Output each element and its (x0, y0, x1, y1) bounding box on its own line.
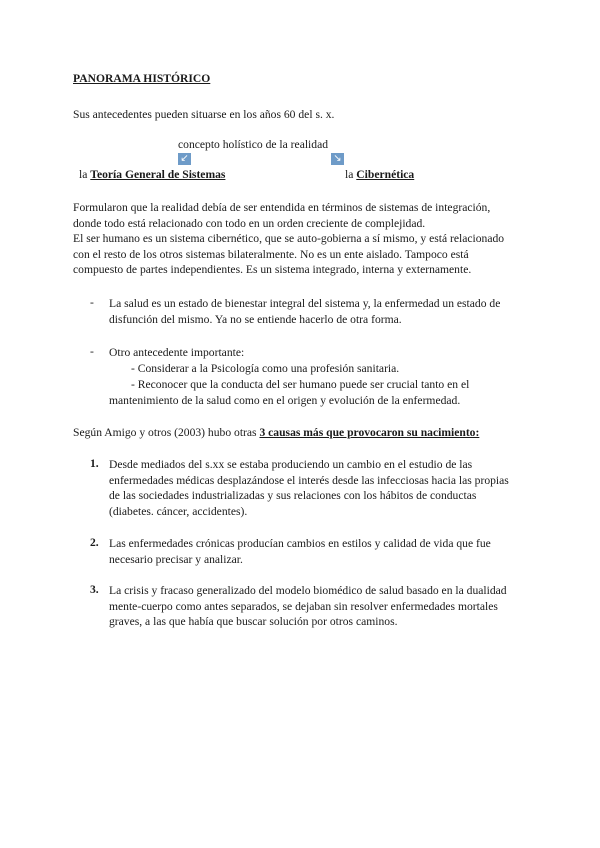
cause-number: 3. (90, 583, 99, 596)
bullet-marker: - (90, 345, 94, 358)
sub-item-behavior: - Reconocer que la conducta del ser humano puede ser crucial tanto en el (131, 378, 470, 391)
sub-item-psychology: - Considerar a la Psicología como una profesión sanitaria. (131, 362, 400, 375)
arrow-down-left-icon: ↙ (178, 153, 191, 165)
bullet-line: La salud es un estado de bienestar integral del sistema y, la enfermedad un estado de (109, 297, 501, 310)
cause-line: (diabetes. cáncer, accidentes). (109, 504, 248, 518)
bullet-line: disfunción del mismo. Ya no se entiende hacerlo de otra forma. (109, 312, 402, 326)
intro-text: Sus antecedentes pueden situarse en los años 60 del s. x. (73, 108, 335, 121)
cause-line: La crisis y fracaso generalizado del modelo biomédico de salud basado en la dualidad (109, 584, 507, 597)
paragraph-line: El ser humano es un sistema cibernético, que se auto-gobierna a sí mismo, y está relacionado (73, 232, 505, 245)
diagram-center-label: concepto holístico de la realidad (178, 138, 329, 151)
paragraph-line: donde todo está relacionado con todo en un orden creciente de complejidad. (73, 216, 426, 230)
paragraph-line: Formularon que la realidad debía de ser entendida en términos de sistemas de integración, (73, 201, 491, 214)
bullet-antecedent-heading: Otro antecedente importante: (109, 346, 245, 359)
cause-line: mente-cuerpo como antes separados, se dejaban sin resolver enfermedades mortales (109, 599, 498, 613)
bullet-health (109, 296, 569, 327)
paragraph-systems (73, 200, 533, 278)
cause-line: de las sociedades industrializadas y sus relaciones con los hábitos de conductas (109, 489, 477, 502)
cause-line: necesario precisar y analizar. (109, 552, 243, 566)
cause-line: Desde mediados del s.xx se estaba produciendo un cambio en el estudio de las (109, 458, 473, 471)
right-article: la (345, 168, 354, 181)
cause-item (109, 457, 569, 519)
cause-item (109, 536, 569, 567)
sub-item-behavior-cont: mantenimiento de la salud como en el origen y evolución de la enfermedad. (109, 394, 461, 407)
paragraph-line: con el resto de los otros sistemas bilateralmente. No es un ente aislado. Tampoco está (73, 247, 469, 261)
bullet-marker: - (90, 296, 94, 309)
diagram-left-term (79, 167, 225, 183)
causes-intro-prefix: Según Amigo y otros (2003) hubo otras (73, 426, 260, 439)
cause-item (109, 583, 569, 630)
causes-intro (73, 425, 479, 441)
right-term: Cibernética (356, 168, 415, 181)
cause-number: 1. (90, 457, 99, 470)
cause-line: graves, a las que había que buscar solución por otros caminos. (109, 615, 398, 628)
left-article: la (79, 168, 88, 181)
cause-line: Las enfermedades crónicas producían cambios en estilos y calidad de vida que fue (109, 537, 491, 550)
paragraph-line: compuesto de partes independientes. Es un sistema integrado, interna y externamente. (73, 263, 472, 276)
page-title: PANORAMA HISTÓRICO (73, 72, 211, 85)
cause-number: 2. (90, 536, 99, 549)
causes-intro-emphasis: 3 causas más que provocaron su nacimiento: (259, 426, 480, 439)
cause-line: enfermedades médicas desplazándose el interés desde las infecciosas hacia las propias (109, 473, 509, 487)
diagram-right-term (345, 167, 414, 183)
arrow-down-right-icon: ↘ (331, 153, 344, 165)
left-term: Teoría General de Sistemas (90, 168, 226, 181)
